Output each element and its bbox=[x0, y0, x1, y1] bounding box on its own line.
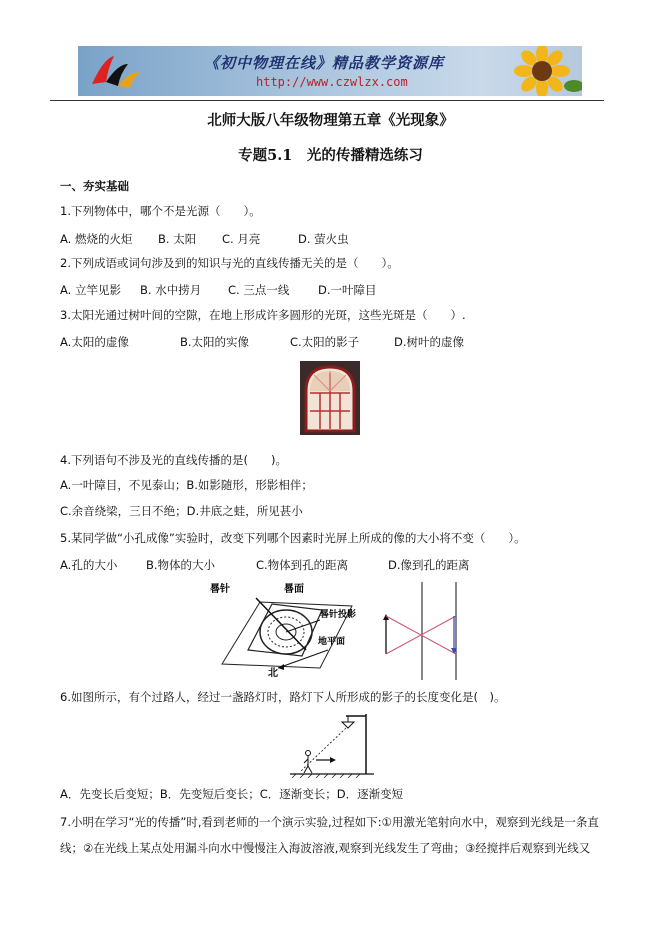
question-6-stem: 6.如图所示，有个过路人，经过一盏路灯时，路灯下人所形成的影子的长度变化是( )。 bbox=[60, 690, 506, 704]
question-1-options bbox=[60, 231, 349, 247]
question-3-stem: 3.太阳光通过树叶间的空隙，在地上形成许多圆形的光斑，这些光斑是（ ）. bbox=[60, 308, 466, 322]
label-gnomon-shadow: 晷针投影 bbox=[320, 610, 357, 620]
option-a: A. 燃烧的火炬 bbox=[60, 232, 133, 246]
question-6-options: A．先变长后变短；B．先变短后变长；C．逐渐变长；D．逐渐变短 bbox=[60, 787, 404, 801]
page-subtitle: 专题5.1 光的传播精选练习 bbox=[238, 147, 423, 164]
question-2-stem: 2.下列成语或词句涉及到的知识与光的直线传播无关的是（ ）。 bbox=[60, 256, 399, 270]
label-north: 北 bbox=[268, 668, 278, 679]
question-5-options bbox=[60, 557, 470, 573]
question-4-line-2: C.余音绕梁，三日不绝；D.井底之蛙，所见甚小 bbox=[60, 504, 303, 518]
question-4-stem: 4.下列语句不涉及光的直线传播的是( )。 bbox=[60, 453, 287, 467]
banner-title: 《初中物理在线》精品教学资源库 bbox=[204, 54, 445, 72]
sundial-figure bbox=[208, 580, 368, 680]
question-2-options bbox=[60, 282, 377, 298]
option-b: B.太阳的实像 bbox=[180, 335, 250, 349]
question-1-stem: 1.下列物体中，哪个不是光源（ ）。 bbox=[60, 204, 261, 218]
option-b: B. 水中捞月 bbox=[140, 283, 202, 297]
option-a: A.太阳的虚像 bbox=[60, 335, 129, 349]
option-d: D.像到孔的距离 bbox=[388, 558, 470, 572]
section-heading: 一、夯实基础 bbox=[60, 179, 129, 193]
question-5-stem: 5.某同学做“小孔成像”实验时，改变下列哪个因素时光屏上所成的像的大小将不变（ ）。 bbox=[60, 531, 526, 545]
sunflower-icon bbox=[502, 46, 582, 96]
header-banner bbox=[78, 46, 582, 96]
label-gnomon: 晷针 bbox=[210, 584, 230, 595]
option-c: C.物体到孔的距离 bbox=[256, 558, 349, 572]
option-d: D.树叶的虚像 bbox=[394, 335, 465, 349]
page-title: 北师大版八年级物理第五章《光现象》 bbox=[207, 112, 454, 129]
question-4-line-1: A.一叶障目，不见泰山；B.如影随形，形影相伴； bbox=[60, 478, 313, 492]
pinhole-diagram bbox=[376, 580, 472, 680]
option-b: B.物体的大小 bbox=[146, 558, 216, 572]
banner-url: http://www.czwlzx.com bbox=[256, 75, 408, 89]
option-b: B. 太阳 bbox=[158, 232, 197, 246]
option-c: C. 三点一线 bbox=[228, 283, 290, 297]
label-dial-face: 晷面 bbox=[284, 584, 304, 595]
option-d: D.一叶障目 bbox=[318, 283, 377, 297]
option-a: A. 立竿见影 bbox=[60, 283, 121, 297]
street-lamp-figure bbox=[286, 710, 376, 778]
question-7-stem: 7.小明在学习“光的传播”时,看到老师的一个演示实验,过程如下:①用激光笔射向水中，观察到光线是一条直 bbox=[60, 815, 599, 829]
window-light-figure bbox=[300, 361, 360, 435]
question-3-options bbox=[60, 334, 464, 350]
site-logo-icon bbox=[84, 50, 146, 92]
header-divider bbox=[50, 100, 604, 101]
question-7-line-2: 线；②在光线上某点处用漏斗向水中慢慢注入海波溶液,观察到光线发生了弯曲；③经搅拌后观察到光线又 bbox=[60, 841, 591, 855]
option-c: C. 月亮 bbox=[222, 232, 261, 246]
option-c: C.太阳的影子 bbox=[290, 335, 360, 349]
label-horizontal-plane: 地平面 bbox=[318, 637, 346, 647]
option-d: D. 萤火虫 bbox=[298, 232, 349, 246]
option-a: A.孔的大小 bbox=[60, 558, 118, 572]
